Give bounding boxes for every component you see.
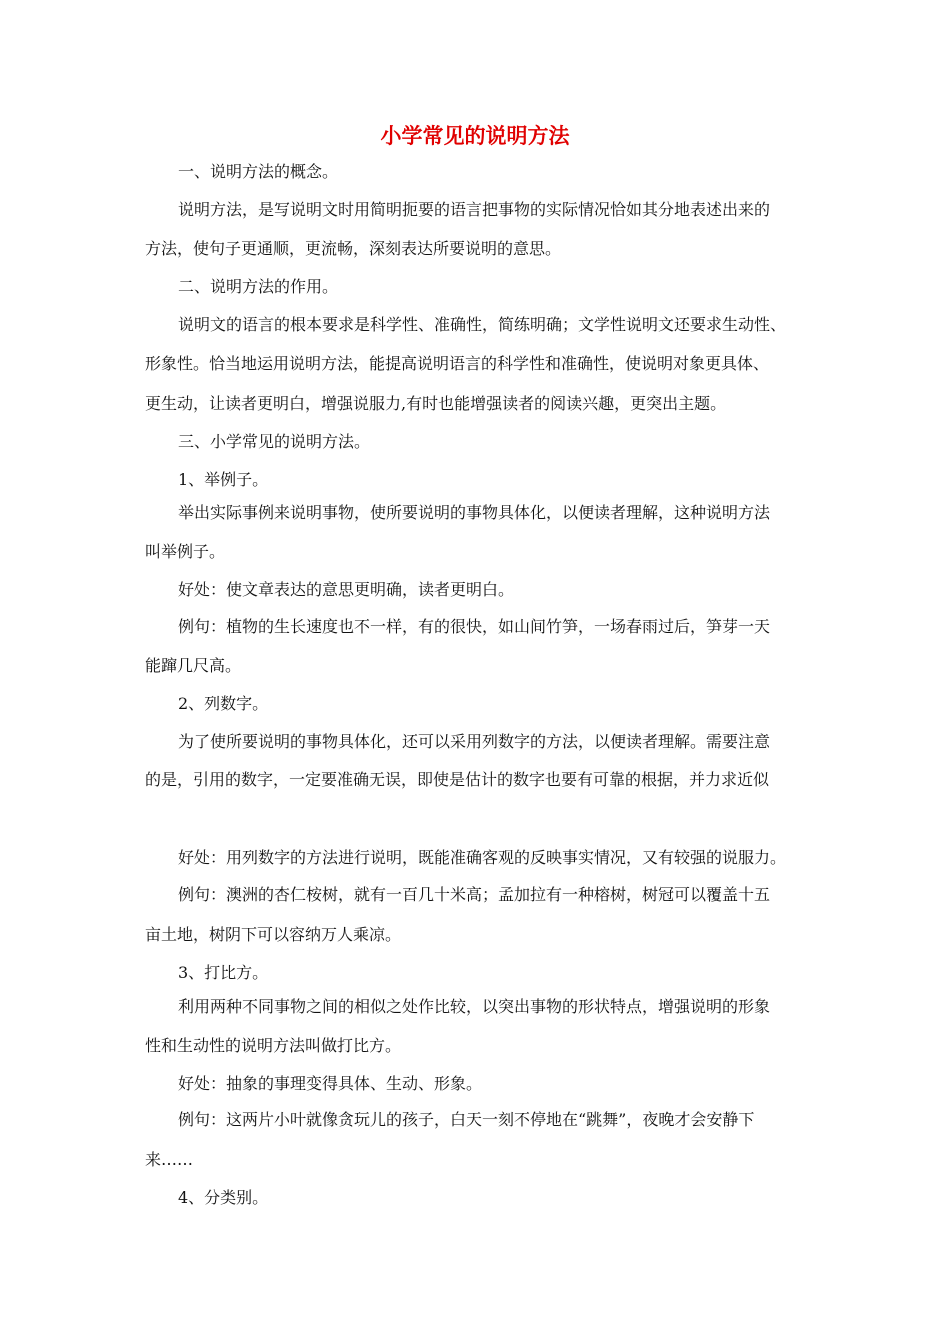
example-line: 亩土地，树阴下可以容纳万人乘凉。	[145, 925, 402, 944]
example-line: 例句：植物的生长速度也不一样，有的很快，如山间竹笋，一场春雨过后，笋芽一天	[178, 617, 771, 636]
paragraph-line: 的是，引用的数字，一定要准确无误，即使是估计的数字也要有可靠的根据，并力求近似	[145, 770, 770, 789]
example-line: 能蹿几尺高。	[145, 656, 242, 675]
benefit-line: 好处：使文章表达的意思更明确，读者更明白。	[178, 580, 515, 599]
example-line: 例句：这两片小叶就像贪玩儿的孩子，白天一刻不停地在“跳舞”，夜晚才会安静下	[178, 1110, 755, 1129]
paragraph-line: 性和生动性的说明方法叫做打比方。	[145, 1036, 402, 1055]
paragraph-line: 形象性。恰当地运用说明方法，能提高说明语言的科学性和准确性，使说明对象更具体、	[145, 354, 770, 373]
paragraph-line: 说明方法，是写说明文时用简明扼要的语言把事物的实际情况恰如其分地表述出来的	[178, 200, 771, 219]
page-title: 小学常见的说明方法	[380, 123, 570, 148]
paragraph-line: 为了使所要说明的事物具体化，还可以采用列数字的方法，以便读者理解。需要注意	[178, 732, 771, 751]
heading-concept: 一、说明方法的概念。	[178, 162, 339, 181]
paragraph-line: 举出实际事例来说明事物，使所要说明的事物具体化，以便读者理解，这种说明方法	[178, 503, 771, 522]
subheading-analogy: 3、打比方。	[178, 963, 269, 982]
subheading-classification: 4、分类别。	[178, 1188, 269, 1207]
benefit-line: 好处：抽象的事理变得具体、生动、形象。	[178, 1074, 483, 1093]
example-line: 来……	[145, 1150, 194, 1169]
paragraph-line: 方法，使句子更通顺，更流畅，深刻表达所要说明的意思。	[145, 239, 562, 258]
subheading-numbers: 2、列数字。	[178, 694, 269, 713]
subheading-examples: 1、举例子。	[178, 470, 269, 489]
paragraph-line: 说明文的语言的根本要求是科学性、准确性，简练明确；文学性说明文还要求生动性、	[178, 315, 787, 334]
example-line: 例句：澳洲的杏仁桉树，就有一百几十米高；孟加拉有一种榕树，树冠可以覆盖十五	[178, 885, 771, 904]
heading-function: 二、说明方法的作用。	[178, 277, 339, 296]
paragraph-line: 叫举例子。	[145, 542, 226, 561]
paragraph-line: 利用两种不同事物之间的相似之处作比较，以突出事物的形状特点，增强说明的形象	[178, 997, 771, 1016]
heading-methods: 三、小学常见的说明方法。	[178, 432, 371, 451]
paragraph-line: 更生动，让读者更明白，增强说服力,有时也能增强读者的阅读兴趣，更突出主题。	[145, 394, 727, 413]
benefit-line: 好处：用列数字的方法进行说明，既能准确客观的反映事实情况，又有较强的说服力。	[178, 848, 787, 867]
